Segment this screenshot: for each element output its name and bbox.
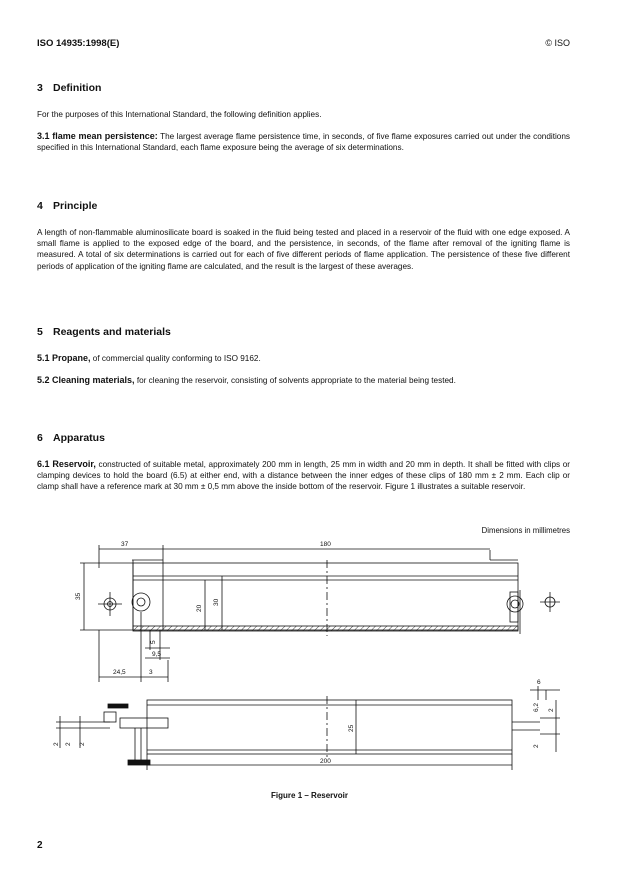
dim-2-left-c: 2 [79,742,86,746]
dim-24-5: 24,5 [113,669,126,676]
dim-20: 20 [196,604,203,612]
bottom-wall-hatch [133,626,518,631]
dim-5: 5 [150,640,157,644]
dim-2-right-top: 2 [548,708,555,712]
side-view [56,686,560,770]
clause-text: for cleaning the reservoir, consisting of solvents appropriate to the material being tested. [134,376,456,385]
reservoir-plan-outline [133,563,518,630]
section-title: Definition [53,82,102,94]
section-4-text: A length of non-flammable aluminosilicate board is soaked in the fluid being tested and placed in a reservoir of the fluid with one edge exposed. A small flame is applied to the exposed edge of the board, and the persistence, in seconds, of the flame after removal of the igniting flame is measured. A total of six determinations is carried out for each of five different periods of flame application. The persistence of these five different periods of application of the igniting flame are calculated, and the result is the largest of these averages. [37,228,570,271]
dim-25: 25 [348,724,355,732]
section-number: 4 [37,200,43,212]
document-id: ISO 14935:1998(E) [37,38,120,49]
dim-9-5: 9,5 [152,651,162,658]
left-clip-screw [132,593,150,611]
dim-6: 6 [537,679,541,686]
clause-term: 5.2 Cleaning materials, [37,375,135,385]
section-title: Apparatus [53,432,105,444]
dimensions-note: Dimensions in millimetres [481,526,570,535]
definition-text: The largest average flame persistence time, in seconds, of five flame exposures carried out under the conditions specified in this International Standard, each flame exposure being the average of six determinations. [37,132,571,153]
clause-term: 5.1 Propane, [37,353,91,363]
dim-6-2: 6,2 [533,702,540,712]
dim-35: 35 [75,592,82,600]
reservoir-side-outline [147,700,512,754]
dim-2-left-b: 2 [65,742,72,746]
top-view [80,545,560,682]
section-title: Reagents and materials [53,326,171,338]
dim-2-left-a: 2 [53,742,60,746]
section-number: 5 [37,326,43,338]
dim-180: 180 [320,541,331,548]
section-title: Principle [53,200,98,212]
left-clamp-bar [120,718,168,728]
figure-caption: Figure 1 – Reservoir [271,791,348,800]
dim-2-right-bottom: 2 [533,744,540,748]
dim-3: 3 [149,669,153,676]
section-number: 6 [37,432,43,444]
dim-200: 200 [320,758,331,765]
definition-term: 3.1 flame mean persistence: [37,131,158,141]
clause-text: of commercial quality conforming to ISO 9162. [90,354,261,363]
page-number: 2 [37,840,43,851]
clause-text: constructed of suitable metal, approximately 200 mm in length, 25 mm in width and 20 mm in depth. It shall be fitted with clips or clamping devices to hold the board (6.5) at either end, with a distance between the inner edges of these clips of 180 mm ± 2 mm. Each clip or clamp shall have a reference mark at 30 mm ± 0,5 mm above the inside bottom of the reservoir. Figure 1 illustrates a suitable reservoir. [37,460,570,492]
dim-30: 30 [213,598,220,606]
copyright-mark: © ISO [545,38,570,48]
dim-37: 37 [121,541,129,548]
section-number: 3 [37,82,43,94]
section-3-intro: For the purposes of this International Standard, the following definition applies. [37,110,322,119]
clause-term: 6.1 Reservoir, [37,459,96,469]
